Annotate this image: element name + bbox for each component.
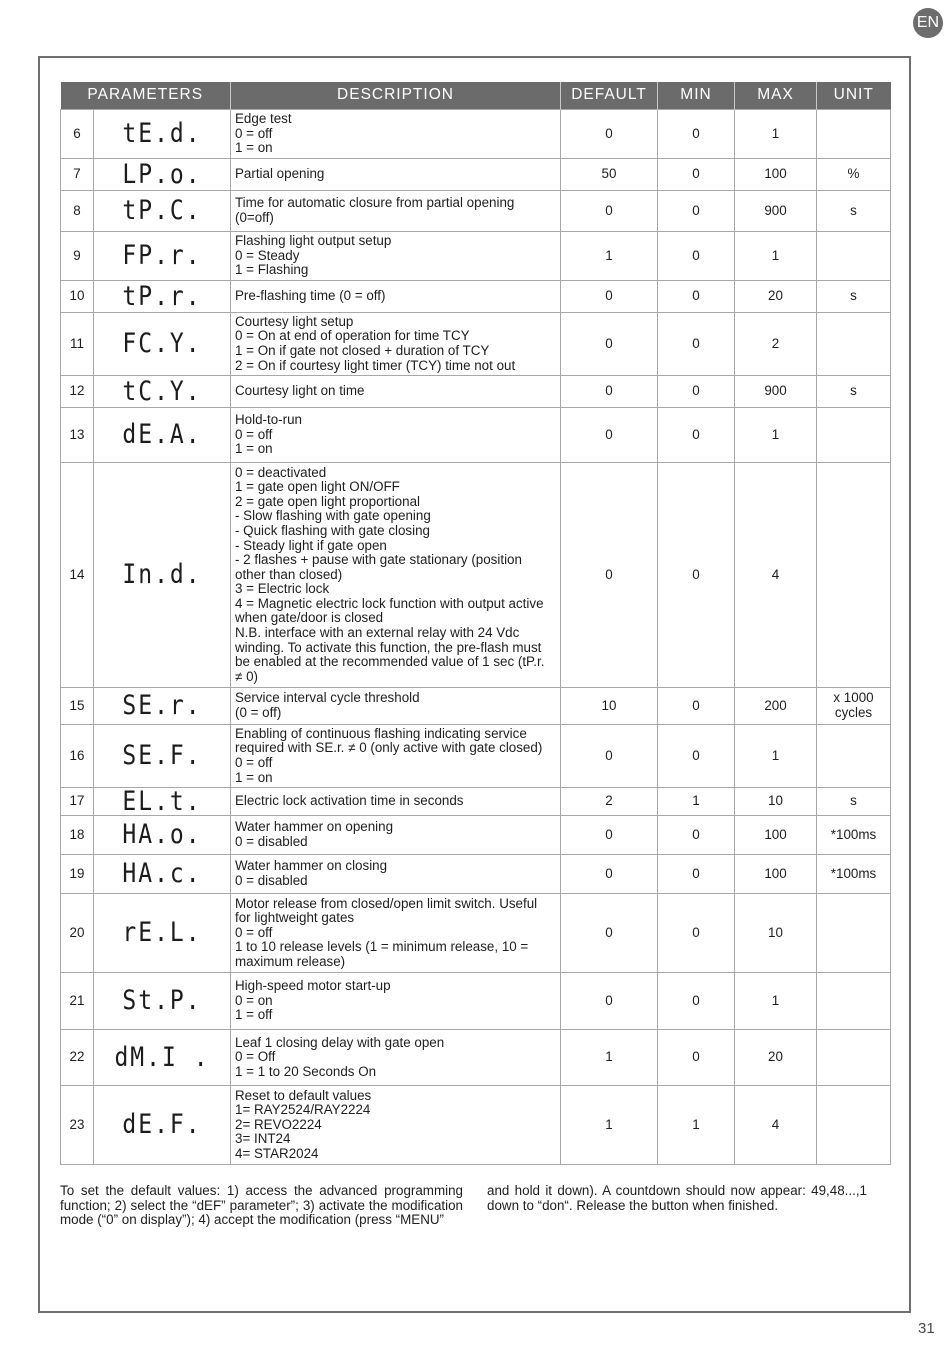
unit-value bbox=[817, 894, 891, 973]
description-line: 3 = Electric lock bbox=[235, 581, 330, 597]
description-line: 0 = disabled bbox=[235, 873, 308, 888]
description-line: 1 = on bbox=[235, 140, 273, 156]
max-value: 900 bbox=[735, 376, 817, 408]
description-line: 3= INT24 bbox=[235, 1131, 291, 1147]
default-value: 0 bbox=[561, 110, 658, 159]
header-parameters: PARAMETERS bbox=[61, 82, 231, 110]
table-row bbox=[61, 894, 891, 973]
unit-value: *100ms bbox=[817, 855, 891, 894]
default-value: 0 bbox=[561, 408, 658, 463]
description-line: ≠ 0) bbox=[235, 668, 258, 684]
max-value: 4 bbox=[735, 463, 817, 688]
description-line: Time for automatic closure from partial opening bbox=[235, 195, 515, 211]
parameter-description bbox=[231, 281, 561, 313]
parameter-code: St.P. bbox=[94, 968, 231, 1034]
default-value: 0 bbox=[561, 855, 658, 894]
min-value: 0 bbox=[658, 376, 735, 408]
table-row bbox=[61, 725, 891, 788]
unit-value: *100ms bbox=[817, 816, 891, 855]
min-value: 0 bbox=[658, 281, 735, 313]
description-line: 1 = On if gate not closed + duration of TCY bbox=[235, 343, 490, 358]
header-default: DEFAULT bbox=[561, 82, 658, 110]
max-value: 1 bbox=[735, 973, 817, 1030]
row-number: 6 bbox=[61, 110, 94, 159]
parameter-description bbox=[231, 688, 561, 725]
description-line: - Quick flashing with gate closing bbox=[235, 522, 431, 538]
max-value: 1 bbox=[735, 110, 817, 159]
unit-value bbox=[817, 1086, 891, 1165]
parameter-description bbox=[231, 159, 561, 191]
table-row bbox=[61, 376, 891, 408]
row-number: 15 bbox=[61, 688, 94, 725]
default-value: 0 bbox=[561, 463, 658, 688]
description-line: winding. To activate this function, the pre-flash must bbox=[235, 639, 542, 655]
parameter-code: dE.F. bbox=[94, 1080, 231, 1171]
description-line: 0 = disabled bbox=[235, 834, 308, 849]
unit-value bbox=[817, 408, 891, 463]
description-line: 1 = on bbox=[235, 769, 273, 785]
parameters-table bbox=[60, 82, 891, 1165]
unit-value bbox=[817, 232, 891, 281]
description-line: - 2 flashes + pause with gate stationary (position bbox=[235, 552, 522, 568]
table-row bbox=[61, 313, 891, 376]
min-value: 0 bbox=[658, 408, 735, 463]
row-number: 19 bbox=[61, 855, 94, 894]
default-value: 0 bbox=[561, 816, 658, 855]
parameter-description bbox=[231, 110, 561, 159]
min-value: 0 bbox=[658, 1030, 735, 1086]
row-number: 13 bbox=[61, 408, 94, 463]
description-line: Water hammer on closing bbox=[235, 858, 388, 874]
min-value: 0 bbox=[658, 894, 735, 973]
default-value: 0 bbox=[561, 281, 658, 313]
parameter-description bbox=[231, 855, 561, 894]
max-value: 4 bbox=[735, 1086, 817, 1165]
description-line: Service interval cycle threshold bbox=[235, 690, 420, 706]
header-max: MAX bbox=[735, 82, 817, 110]
description-line: other than closed) bbox=[235, 566, 343, 582]
table-row bbox=[61, 688, 891, 725]
parameter-code: dM.I . bbox=[94, 1025, 231, 1089]
default-value: 10 bbox=[561, 688, 658, 725]
max-value: 10 bbox=[735, 788, 817, 816]
max-value: 1 bbox=[735, 408, 817, 463]
row-number: 21 bbox=[61, 973, 94, 1030]
description-line: Courtesy light on time bbox=[235, 383, 365, 399]
default-value: 1 bbox=[561, 1030, 658, 1086]
parameter-code: tC.Y. bbox=[94, 373, 231, 410]
max-value: 20 bbox=[735, 281, 817, 313]
description-line: 0 = off bbox=[235, 125, 273, 141]
description-line: N.B. interface with an external relay with 24 Vdc bbox=[235, 625, 520, 641]
language-badge: EN bbox=[913, 8, 943, 38]
default-value: 2 bbox=[561, 788, 658, 816]
description-line: 0 = deactivated bbox=[235, 464, 327, 480]
default-value: 0 bbox=[561, 376, 658, 408]
max-value: 100 bbox=[735, 159, 817, 191]
min-value: 0 bbox=[658, 816, 735, 855]
min-value: 0 bbox=[658, 688, 735, 725]
parameter-description bbox=[231, 788, 561, 816]
unit-value bbox=[817, 463, 891, 688]
unit-value: x 1000 cycles bbox=[817, 688, 891, 725]
description-line: High-speed motor start-up bbox=[235, 978, 391, 994]
header-min: MIN bbox=[658, 82, 735, 110]
min-value: 0 bbox=[658, 232, 735, 281]
description-line: 0 = Steady bbox=[235, 247, 300, 263]
description-line: 4 = Magnetic electric lock function with output active bbox=[235, 595, 544, 611]
parameter-description bbox=[231, 376, 561, 408]
unit-value bbox=[817, 110, 891, 159]
table-row bbox=[61, 110, 891, 159]
table-row bbox=[61, 1030, 891, 1086]
default-value: 0 bbox=[561, 313, 658, 376]
row-number: 10 bbox=[61, 281, 94, 313]
row-number: 7 bbox=[61, 159, 94, 191]
row-number: 8 bbox=[61, 191, 94, 232]
table-row bbox=[61, 973, 891, 1030]
parameter-description bbox=[231, 191, 561, 232]
parameter-description bbox=[231, 725, 561, 788]
parameter-code: EL.t. bbox=[94, 785, 231, 817]
parameter-description bbox=[231, 408, 561, 463]
description-line: Enabling of continuous flashing indicating service bbox=[235, 725, 527, 741]
default-values-note-left: To set the default values: 1) access the advanced programming function; 2) select the “dEF” parameter”; 3) activate the modification mode (“0” on display”); 4) accept the modification (press “MENU” bbox=[60, 1183, 463, 1228]
parameter-description bbox=[231, 1086, 561, 1165]
description-line: 1= RAY2524/RAY2224 bbox=[235, 1102, 371, 1118]
parameter-code: FP.r. bbox=[94, 228, 231, 284]
max-value: 100 bbox=[735, 855, 817, 894]
parameter-description bbox=[231, 463, 561, 688]
description-line: Electric lock activation time in seconds bbox=[235, 793, 464, 809]
parameter-code: HA.c. bbox=[94, 852, 231, 897]
min-value: 0 bbox=[658, 159, 735, 191]
default-value: 0 bbox=[561, 973, 658, 1030]
max-value: 200 bbox=[735, 688, 817, 725]
description-line: Water hammer on opening bbox=[235, 819, 394, 835]
max-value: 900 bbox=[735, 191, 817, 232]
row-number: 14 bbox=[61, 463, 94, 688]
table-body bbox=[61, 110, 891, 1165]
parameter-code: tP.r. bbox=[94, 278, 231, 315]
description-line: 2= REVO2224 bbox=[235, 1116, 322, 1132]
table-row bbox=[61, 232, 891, 281]
unit-value: % bbox=[817, 159, 891, 191]
description-line: 1 = on bbox=[235, 441, 273, 457]
row-number: 11 bbox=[61, 313, 94, 376]
description-line: 2 = gate open light proportional bbox=[235, 493, 421, 509]
parameter-code: rE.L. bbox=[94, 888, 231, 979]
row-number: 9 bbox=[61, 232, 94, 281]
min-value: 0 bbox=[658, 110, 735, 159]
parameter-description bbox=[231, 973, 561, 1030]
description-line: for lightweight gates bbox=[235, 910, 355, 926]
description-line: 0 = off bbox=[235, 426, 273, 442]
max-value: 10 bbox=[735, 894, 817, 973]
table-row bbox=[61, 816, 891, 855]
parameter-code: SE.r. bbox=[94, 685, 231, 728]
unit-value: s bbox=[817, 281, 891, 313]
table-row bbox=[61, 191, 891, 232]
parameter-description bbox=[231, 894, 561, 973]
min-value: 0 bbox=[658, 725, 735, 788]
description-line: 1 = off bbox=[235, 1007, 273, 1023]
row-number: 22 bbox=[61, 1030, 94, 1086]
description-line: - Steady light if gate open bbox=[235, 537, 387, 553]
parameter-code: HA.o. bbox=[94, 813, 231, 858]
parameter-description bbox=[231, 816, 561, 855]
default-value: 0 bbox=[561, 894, 658, 973]
row-number: 20 bbox=[61, 894, 94, 973]
row-number: 16 bbox=[61, 725, 94, 788]
description-line: 1 = 1 to 20 Seconds On bbox=[235, 1063, 377, 1079]
min-value: 0 bbox=[658, 463, 735, 688]
header-unit: UNIT bbox=[817, 82, 891, 110]
max-value: 1 bbox=[735, 232, 817, 281]
row-number: 12 bbox=[61, 376, 94, 408]
description-line: (0=off) bbox=[235, 210, 274, 225]
unit-value: s bbox=[817, 191, 891, 232]
unit-value bbox=[817, 973, 891, 1030]
parameter-description bbox=[231, 313, 561, 376]
parameter-description bbox=[231, 232, 561, 281]
description-line: Courtesy light setup bbox=[235, 313, 354, 329]
description-line: Flashing light output setup bbox=[235, 233, 392, 249]
unit-value bbox=[817, 313, 891, 376]
description-line: Reset to default values bbox=[235, 1087, 372, 1103]
description-line: 0 = on bbox=[235, 992, 273, 1008]
table-row bbox=[61, 1086, 891, 1165]
description-line: maximum release) bbox=[235, 953, 346, 969]
unit-value: s bbox=[817, 376, 891, 408]
table-row bbox=[61, 788, 891, 816]
parameter-code: tP.C. bbox=[94, 187, 231, 234]
parameter-description bbox=[231, 1030, 561, 1086]
description-line: Motor release from closed/open limit switch. Useful bbox=[235, 895, 538, 911]
default-values-note-right: and hold it down). A countdown should now appear: 49,48...,1 down to “don“. Release the button when finished. bbox=[487, 1183, 867, 1213]
unit-value bbox=[817, 725, 891, 788]
description-line: required with SE.r. ≠ 0 (only active with gate closed) bbox=[235, 740, 543, 756]
description-line: when gate/door is closed bbox=[235, 610, 384, 626]
row-number: 17 bbox=[61, 788, 94, 816]
description-line: 1 = Flashing bbox=[235, 262, 309, 278]
max-value: 100 bbox=[735, 816, 817, 855]
min-value: 0 bbox=[658, 973, 735, 1030]
description-line: Leaf 1 closing delay with gate open bbox=[235, 1034, 445, 1050]
parameter-code: FC.Y. bbox=[94, 308, 231, 380]
description-line: 0 = off bbox=[235, 924, 273, 940]
description-line: (0 = off) bbox=[235, 705, 282, 720]
unit-value: s bbox=[817, 788, 891, 816]
parameter-code: tE.d. bbox=[94, 106, 231, 162]
parameter-code: In.d. bbox=[94, 446, 231, 705]
description-line: 4= STAR2024 bbox=[235, 1145, 319, 1161]
header-description: DESCRIPTION bbox=[231, 82, 561, 110]
min-value: 1 bbox=[658, 1086, 735, 1165]
description-line: 0 = off bbox=[235, 755, 273, 770]
table-row bbox=[61, 159, 891, 191]
description-line: 0 = On at end of operation for time TCY bbox=[235, 328, 470, 344]
description-line: 1 = gate open light ON/OFF bbox=[235, 479, 400, 495]
description-line: Pre-flashing time (0 = off) bbox=[235, 288, 386, 304]
max-value: 2 bbox=[735, 313, 817, 376]
row-number: 23 bbox=[61, 1086, 94, 1165]
min-value: 0 bbox=[658, 855, 735, 894]
parameter-code: SE.F. bbox=[94, 720, 231, 792]
description-line: Partial opening bbox=[235, 166, 325, 182]
unit-value bbox=[817, 1030, 891, 1086]
description-line: 2 = On if courtesy light timer (TCY) time not out bbox=[235, 357, 516, 373]
default-value: 0 bbox=[561, 191, 658, 232]
max-value: 1 bbox=[735, 725, 817, 788]
description-line: Hold-to-run bbox=[235, 412, 302, 428]
parameter-code: dE.A. bbox=[94, 403, 231, 466]
min-value: 0 bbox=[658, 313, 735, 376]
min-value: 0 bbox=[658, 191, 735, 232]
default-value: 0 bbox=[561, 725, 658, 788]
max-value: 20 bbox=[735, 1030, 817, 1086]
min-value: 1 bbox=[658, 788, 735, 816]
parameter-code: LP.o. bbox=[94, 156, 231, 193]
row-number: 18 bbox=[61, 816, 94, 855]
description-line: be enabled at the recommended value of 1 sec (tP.r. bbox=[235, 654, 545, 670]
table-row bbox=[61, 463, 891, 688]
description-line: 0 = Off bbox=[235, 1049, 276, 1065]
default-value: 1 bbox=[561, 1086, 658, 1165]
description-line: - Slow flashing with gate opening bbox=[235, 508, 431, 524]
description-line: Edge test bbox=[235, 111, 292, 127]
page-number: 31 bbox=[918, 1320, 935, 1337]
default-value: 50 bbox=[561, 159, 658, 191]
default-value: 1 bbox=[561, 232, 658, 281]
description-line: 1 to 10 release levels (1 = minimum release, 10 = bbox=[235, 939, 529, 955]
